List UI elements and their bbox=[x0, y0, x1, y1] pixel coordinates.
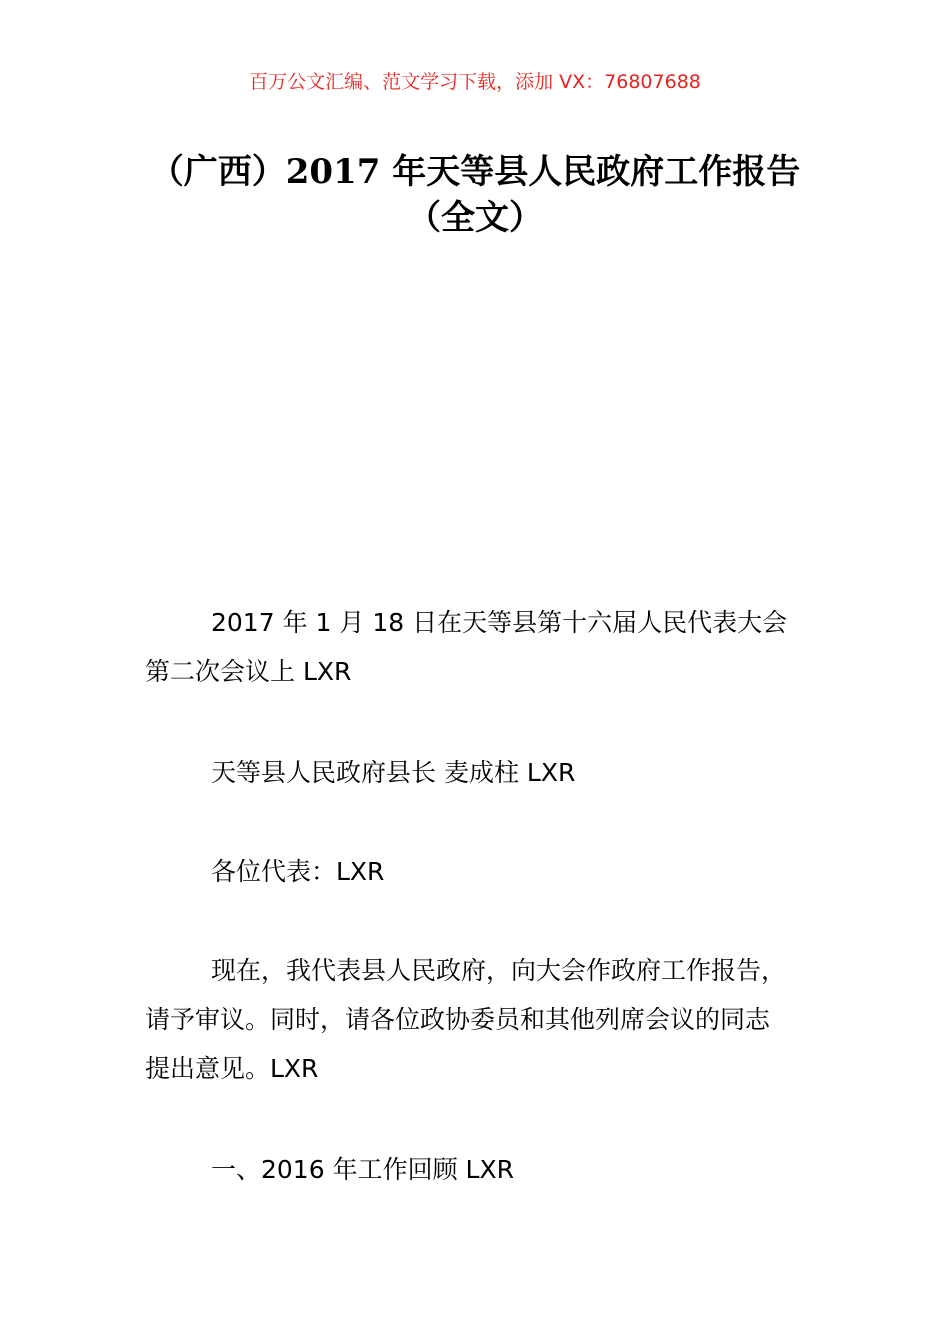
paragraph-line: 各位代表：LXR bbox=[211, 857, 385, 886]
header-promo-note: 百万公文汇编、范文学习下载，添加 VX：76807688 bbox=[249, 71, 701, 93]
paragraph-line: 提出意见。LXR bbox=[145, 1054, 319, 1083]
paragraph-salutation bbox=[145, 847, 807, 896]
paragraph-line: 天等县人民政府县长 麦成柱 LXR bbox=[211, 758, 576, 787]
paragraph-speaker bbox=[145, 748, 807, 797]
section-heading bbox=[145, 1145, 807, 1194]
paragraph-opening bbox=[145, 946, 807, 1093]
paragraph-line: 第二次会议上 LXR bbox=[145, 657, 352, 686]
paragraph-line: 请予审议。同时，请各位政协委员和其他列席会议的同志 bbox=[145, 1005, 771, 1034]
paragraph-meeting-info bbox=[145, 598, 807, 696]
title-line-2: （全文） bbox=[407, 198, 543, 238]
document-title bbox=[120, 149, 830, 241]
title-line-1: （广西）2017 年天等县人民政府工作报告 bbox=[149, 152, 801, 192]
paragraph-line: 现在，我代表县人民政府，向大会作政府工作报告， bbox=[211, 956, 787, 985]
paragraph-line: 一、2016 年工作回顾 LXR bbox=[211, 1155, 514, 1184]
paragraph-line: 2017 年 1 月 18 日在天等县第十六届人民代表大会 bbox=[211, 608, 788, 637]
